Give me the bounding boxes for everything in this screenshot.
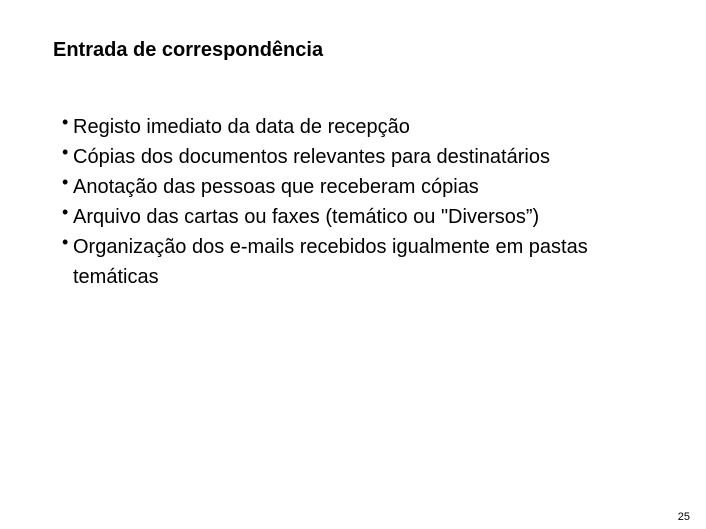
bullet-item — [62, 172, 662, 202]
bullet-item — [62, 142, 662, 172]
bullet-text: Cópias dos documentos relevantes para destinatários — [73, 146, 550, 168]
bullet-item — [62, 112, 662, 142]
bullet-icon: • — [62, 112, 69, 132]
bullet-text: Arquivo das cartas ou faxes (temático ou "Diversos”) — [73, 206, 540, 228]
bullet-item — [62, 202, 662, 232]
slide-title: Entrada de correspondência — [53, 39, 324, 61]
bullet-item — [62, 232, 662, 292]
bullet-icon: • — [62, 142, 69, 162]
page-number: 25 — [677, 511, 690, 523]
bullet-icon: • — [62, 172, 69, 192]
bullet-text: Organização dos e-mails recebidos igualmente em pastas temáticas — [73, 236, 588, 288]
bullet-icon: • — [62, 202, 69, 222]
bullet-list — [62, 112, 662, 292]
bullet-icon: • — [62, 232, 69, 252]
bullet-text: Anotação das pessoas que receberam cópias — [73, 176, 479, 198]
bullet-text: Registo imediato da data de recepção — [73, 116, 410, 138]
